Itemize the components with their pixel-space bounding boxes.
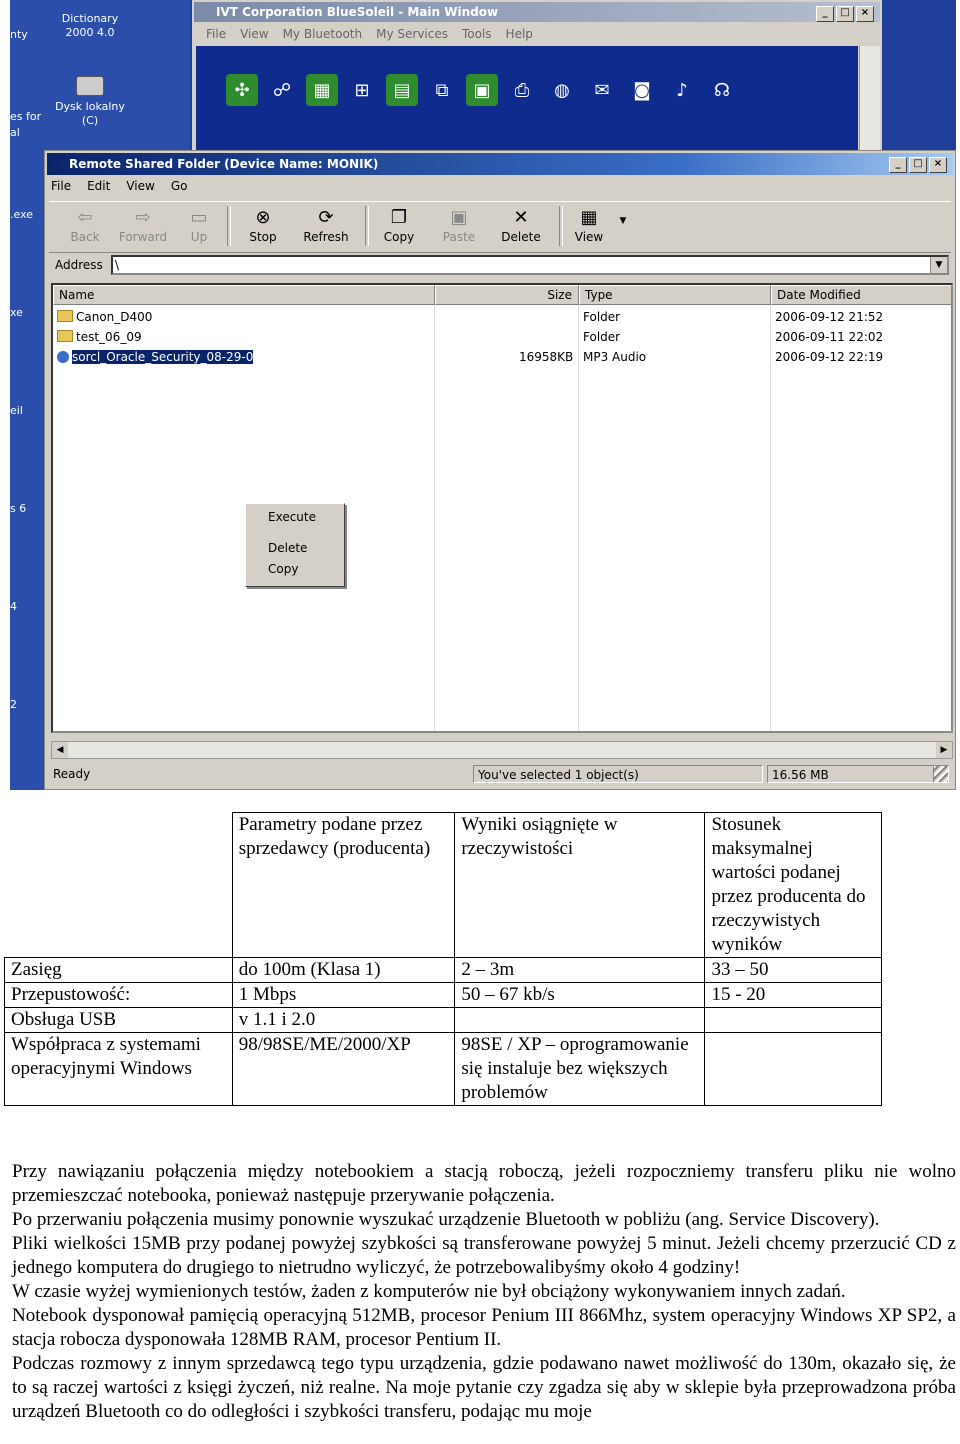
folder-icon [57, 330, 73, 342]
file-date: 2006-09-12 21:52 [775, 310, 884, 324]
resize-grip-icon[interactable] [933, 765, 949, 783]
desktop-text: 2 [10, 698, 17, 711]
window-title: IVT Corporation BlueSoleil - Main Window [216, 5, 499, 19]
table-cell: Współpraca z systemami operacyjnymi Windows [5, 1033, 233, 1106]
paste-button[interactable] [433, 206, 485, 244]
paragraph: Przy nawiązaniu połączenia między notebookiem a stacją roboczą, jeżeli rozpoczniemy transferu pliku nie wolno przemieszczać notebooka, ponieważ następuje przerywanie połączenia. [12, 1161, 956, 1206]
chevron-down-icon: ▼ [935, 260, 943, 270]
menu-go[interactable]: Go [170, 179, 188, 193]
view-button[interactable] [567, 206, 611, 244]
address-label: Address [55, 258, 103, 272]
menu-tools[interactable]: Tools [461, 27, 492, 41]
menu-help[interactable]: Help [505, 27, 533, 41]
column-divider [770, 305, 771, 731]
view-label: View [574, 230, 604, 244]
screenshot [10, 0, 956, 790]
column-header-date[interactable]: Date Modified [771, 285, 953, 305]
refresh-label: Refresh [303, 230, 349, 244]
bluesoleil-menu [196, 24, 533, 44]
rsf-menu-bar [51, 179, 187, 193]
table-cell: do 100m (Klasa 1) [232, 958, 455, 983]
back-label: Back [70, 230, 100, 244]
context-menu-execute[interactable]: Execute [268, 510, 316, 524]
desktop-text: .exe [10, 208, 34, 221]
file-date: 2006-09-12 22:19 [775, 350, 884, 364]
table-row [5, 1033, 882, 1106]
folder-icon [57, 310, 73, 322]
desktop-icon-label: (C) [81, 114, 99, 127]
delete-button[interactable] [495, 206, 547, 244]
menu-edit[interactable]: Edit [87, 179, 111, 193]
table-cell [5, 813, 233, 958]
table-header-cell: Stosunek maksymalnej wartości podanej przez producenta do rzeczywistych wyników [705, 813, 882, 958]
copy-button[interactable] [375, 206, 423, 244]
scroll-left-arrow-icon[interactable]: ◀ [52, 742, 68, 758]
table-cell [455, 1008, 705, 1033]
table-cell: 98/98SE/ME/2000/XP [232, 1033, 455, 1106]
table-cell: Przepustowość: [5, 983, 233, 1008]
paragraph: Pliki wielkości 15MB przy podanej powyżej szybkości są transferowane powyżej 5 minut. Jeżeli chcemy przerzucić CD z jednego komputera do drugiego to nietrudno wyliczyć, że potrzebowalibyśmy około 4 godziny! [12, 1233, 956, 1278]
table-cell: Zasięg [5, 958, 233, 983]
comparison-table [4, 812, 882, 1106]
bluesoleil-window [192, 0, 882, 150]
file-type: MP3 Audio [583, 350, 647, 364]
desktop-icon-label: 2000 4.0 [65, 26, 115, 39]
delete-x-icon: ✕ [513, 207, 529, 228]
table-cell: v 1.1 i 2.0 [232, 1008, 455, 1033]
toolbar-separator [227, 206, 231, 246]
table-row[interactable] [53, 347, 951, 367]
forward-arrow-icon: ⇨ [135, 207, 151, 228]
status-selection: You've selected 1 object(s) [473, 765, 763, 783]
up-label: Up [190, 230, 208, 244]
desktop-text: es for [10, 110, 42, 123]
copy-icon: ❐ [390, 207, 408, 228]
up-button[interactable] [177, 206, 221, 244]
paste-label: Paste [442, 230, 476, 244]
window-title: Remote Shared Folder (Device Name: MONIK) [69, 157, 379, 171]
up-folder-icon: ▭ [190, 207, 208, 228]
column-header-size[interactable]: Size [435, 285, 579, 305]
menu-file[interactable]: File [51, 179, 72, 193]
file-name: test_06_09 [76, 330, 142, 344]
address-input[interactable] [111, 255, 949, 275]
stop-label: Stop [249, 230, 277, 244]
file-name: Canon_D400 [76, 310, 153, 324]
scroll-right-arrow-icon[interactable]: ▶ [936, 742, 952, 758]
column-divider [434, 305, 435, 731]
sync-service-icon[interactable]: ⧉ [435, 79, 449, 101]
desktop-text: xe [10, 306, 23, 319]
stop-button[interactable] [239, 206, 287, 244]
paragraph: Notebook dysponował pamięcią operacyjną 512MB, procesor Penium III 866Mhz, system operacyjny Windows XP SP2, a stacja robocza dysponowała 128MB RAM, procesor Pentium II. [12, 1305, 956, 1350]
minimize-button[interactable]: _ [816, 6, 834, 22]
file-transfer-service-icon[interactable]: ▤ [386, 74, 418, 106]
pan-service-icon[interactable]: ☍ [272, 79, 292, 101]
serial-service-icon[interactable]: ▦ [306, 74, 338, 106]
desktop-text: 4 [10, 600, 17, 613]
lan-service-icon[interactable]: ⊞ [354, 79, 370, 101]
menu-view[interactable]: View [126, 179, 155, 193]
toolbar-separator [365, 206, 369, 246]
desktop-icon-dictionary[interactable] [50, 12, 130, 40]
view-dropdown[interactable] [615, 216, 631, 226]
table-cell: 98SE / XP – oprogramowanie się instaluje bez większych problemów [455, 1033, 705, 1106]
menu-view[interactable]: View [240, 27, 269, 41]
copy-label: Copy [383, 230, 415, 244]
bluesoleil-title-bar[interactable] [194, 2, 880, 22]
context-menu-copy[interactable]: Copy [268, 562, 299, 576]
table-cell: 33 – 50 [705, 958, 882, 983]
table-cell: 15 - 20 [705, 983, 882, 1008]
status-size: 16.56 MB [767, 765, 937, 783]
back-arrow-icon: ⇦ [77, 207, 93, 228]
paste-icon: ▣ [450, 207, 468, 228]
file-type: Folder [583, 330, 621, 344]
horizontal-scrollbar[interactable] [51, 741, 953, 759]
file-size: 16958KB [519, 350, 574, 364]
table-row [5, 958, 882, 983]
maximize-button[interactable]: □ [836, 6, 854, 22]
file-list [51, 283, 953, 733]
remote-shared-folder-window [44, 150, 956, 790]
paragraph: Po przerwaniu połączenia musimy ponownie wyszukać urządzenie Bluetooth w pobliżu (ang. Service Discovery). [12, 1209, 880, 1230]
table-cell: 1 Mbps [232, 983, 455, 1008]
menu-my-services[interactable]: My Services [376, 27, 448, 41]
stop-icon: ⊗ [255, 207, 271, 228]
table-cell: Obsługa USB [5, 1008, 233, 1033]
table-row [5, 983, 882, 1008]
address-dropdown[interactable] [930, 257, 947, 273]
context-menu-delete[interactable]: Delete [268, 541, 308, 555]
desktop-text: eil [10, 404, 23, 417]
minimize-button[interactable]: _ [889, 157, 907, 173]
network-service-icon[interactable]: ✣ [226, 74, 258, 106]
bluesoleil-scrollbar[interactable] [859, 46, 880, 150]
desktop-icon-local-disk[interactable] [50, 76, 130, 128]
table-header-cell: Parametry podane przez sprzedawcy (producenta) [232, 813, 455, 958]
refresh-icon: ⟳ [318, 207, 334, 228]
table-cell: 50 – 67 kb/s [455, 983, 705, 1008]
status-ready: Ready [53, 767, 91, 781]
printer-service-icon[interactable]: ⎙ [514, 79, 530, 101]
object-push-service-icon[interactable]: ▣ [466, 74, 498, 106]
table-cell: 2 – 3m [455, 958, 705, 983]
context-menu [245, 503, 345, 587]
file-name: sorcl_Oracle_Security_08-29-0 [72, 350, 254, 364]
forward-button[interactable] [115, 206, 171, 244]
column-header-name[interactable]: Name [53, 285, 435, 305]
rsf-title-bar[interactable] [47, 153, 953, 175]
desktop-icon-label: Dysk lokalny [55, 100, 125, 113]
menu-my-bluetooth[interactable]: My Bluetooth [282, 27, 363, 41]
close-button[interactable]: × [929, 157, 947, 173]
back-button[interactable] [57, 206, 113, 244]
table-row[interactable] [53, 307, 951, 327]
address-bar [49, 253, 951, 277]
table-row[interactable] [53, 327, 951, 347]
refresh-button[interactable] [295, 206, 357, 244]
table-cell [705, 1008, 882, 1033]
menu-file[interactable]: File [206, 27, 227, 41]
paragraph: Podczas rozmowy z innym sprzedawcą tego typu urządzenia, gdzie podawano nawet możliwość do 130m, okazało się, że to są raczej wartości z księgi życzeń, niż realne. Na moje pytanie czy zgadza się aby w sklepie była przeprowadzona próba urządzeń Bluetooth co do odległości i szybkości transferu, podając mu moje [12, 1353, 956, 1422]
column-header-type[interactable]: Type [579, 285, 771, 305]
camera-service-icon[interactable]: ◙ [633, 79, 651, 101]
forward-label: Forward [118, 230, 168, 244]
table-row [5, 813, 882, 958]
drive-icon [76, 76, 104, 96]
toolbar [49, 201, 951, 253]
paragraph: W czasie wyżej wymienionych testów, żaden z komputerów nie był obciążony wykonywaniem innych zadań. [12, 1281, 846, 1302]
desktop-icon-label: Dictionary [61, 12, 119, 25]
desktop-text: s 6 [10, 502, 27, 515]
headset-service-icon[interactable]: ☊ [714, 79, 730, 101]
address-value: \ [115, 258, 120, 272]
fax-service-icon[interactable]: ✉ [594, 79, 610, 101]
file-type: Folder [583, 310, 621, 324]
bluesoleil-service-panel [196, 46, 858, 150]
table-row [5, 1008, 882, 1033]
table-header-cell: Wyniki osiągnięte w rzeczywistości [455, 813, 705, 958]
maximize-button[interactable]: □ [909, 157, 927, 173]
column-divider [578, 305, 579, 731]
close-button[interactable]: × [856, 6, 874, 22]
desktop-text: al [10, 126, 20, 139]
audio-service-icon[interactable]: ♪ [676, 79, 688, 101]
chevron-down-icon: ▼ [619, 216, 627, 226]
mouse-service-icon[interactable]: ◍ [554, 79, 570, 101]
desktop-text: nty [10, 28, 28, 41]
table-cell [705, 1033, 882, 1106]
toolbar-separator [559, 206, 563, 246]
body-text [12, 1160, 956, 1424]
audio-file-icon [57, 351, 69, 363]
file-date: 2006-09-11 22:02 [775, 330, 884, 344]
delete-label: Delete [501, 230, 541, 244]
view-grid-icon: ▦ [580, 207, 598, 228]
status-bar [49, 763, 951, 785]
